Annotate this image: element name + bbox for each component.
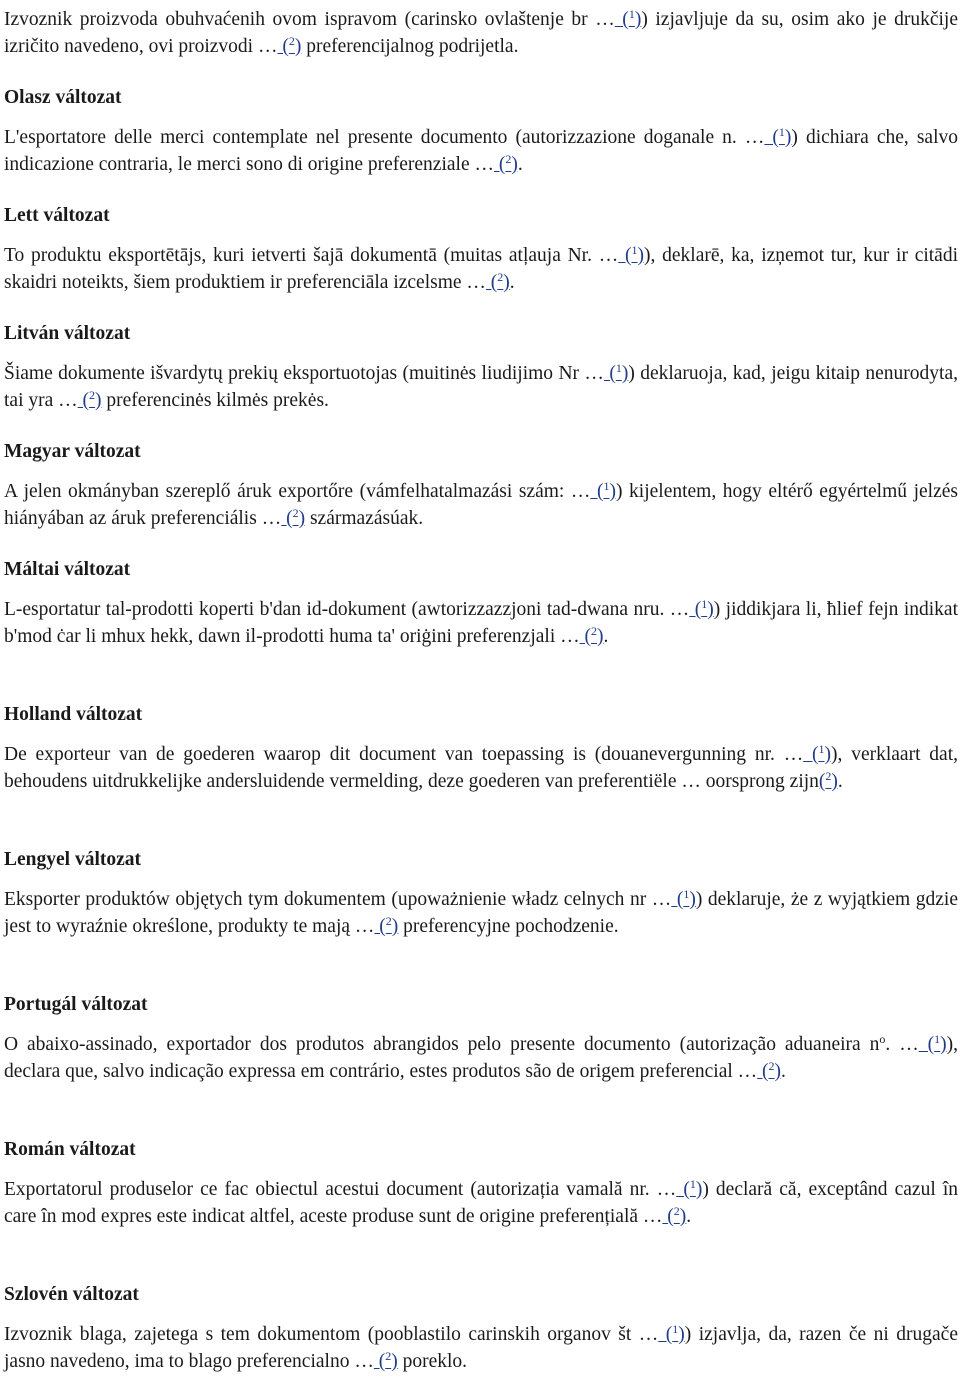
heading-hungarian: Magyar változat: [4, 441, 141, 462]
footnote-ref-1[interactable]: ($^1$): [603, 361, 629, 384]
paragraph-italian: L'esportatore delle merci contemplate nel presente documento (autorizzazione doganale n. … ($^1$)) dichiara che, salvo indicazione contraria, le merci sono di origine preferenziale … ($^2$).: [4, 125, 958, 175]
paragraph-maltese: L-esportatur tal-prodotti koperti b'dan id-dokument (awtorizzazzjoni tad-dwana nru. … ($^1$)) jiddikjara li, ħlief fejn indikat b'mod ċar li mhux hekk, dawn il-prodotti huma ta' oriġini preferenzjali … ($^2$).: [4, 597, 958, 647]
heading-slovenian: Szlovén változat: [4, 1284, 139, 1305]
paragraph-croatian: Izvoznik proizvoda obuhvaćenih ovom ispravom (carinsko ovlaštenje br … ($^1$)) izjavljuje da su, osim ako je drukčije izričito navedeno, ovi proizvodi … ($^2$) preferencijalnog podrijetla.: [4, 7, 959, 57]
paragraph-portuguese: O abaixo-assinado, exportador dos produtos abrangidos pelo presente documento (autorização aduaneira $n^o$. … ($^1$)), declara que, salvo indicação expressa em contrário, estes produtos são de origem preferencial … ($^2$).: [4, 1032, 959, 1082]
footnote-ref-2[interactable]: ($^2$): [77, 388, 102, 411]
paragraph-slovenian: Izvoznik blaga, zajetega s tem dokumentom (pooblastilo carinskih organov št … ($^1$)) izjavlja, da, razen če ni drugače jasno navedeno, ima to blago preferencialno … ($^2$) poreklo.: [4, 1322, 958, 1372]
footnote-ref-2[interactable]: ($^2$): [818, 769, 838, 792]
footnote-ref-2[interactable]: ($^2$): [373, 1349, 398, 1372]
paragraph-latvian: To produktu eksportētājs, kuri ietverti šajā dokumentā (muitas atļauja Nr. … ($^1$)), deklarē, ka, izņemot tur, kur ir citādi skaidri noteikts, šiem produktiem ir preferenciāla izcelsme … ($^2$).: [4, 243, 959, 293]
heading-portuguese: Portugál változat: [4, 994, 148, 1015]
superscript-o: o: [879, 1032, 886, 1046]
paragraph-dutch: De exporteur van de goederen waarop dit document van toepassing is (douanevergunning nr. … ($^1$)), verklaart dat, behoudens uitdrukkelijke andersluidende vermelding, deze goederen van preferentiële … oorsprong zijn($^2$).: [4, 742, 958, 792]
heading-maltese: Máltai változat: [4, 559, 131, 580]
heading-lithuanian: Litván változat: [4, 323, 131, 344]
footnote-ref-2[interactable]: ($^2$): [485, 270, 510, 293]
paragraph-lithuanian: Šiame dokumente išvardytų prekių eksportuotojas (muitinės liudijimo Nr … ($^1$)) deklaruoja, kad, jeigu kitaip nenurodyta, tai yra … ($^2$) preferencinės kilmės prekės.: [4, 361, 958, 411]
footnote-ref-1[interactable]: ($^1$): [671, 887, 696, 910]
footnote-ref-1[interactable]: ($^1$): [658, 1322, 685, 1345]
paragraph-hungarian: A jelen okmányban szereplő áruk exportőre (vámfelhatalmazási szám: … ($^1$)) kijelentem, hogy eltérő egyértelmű jelzés hiányában az áruk preferenciális … ($^2$) származásúak.: [4, 479, 958, 529]
footnote-ref-2[interactable]: ($^2$): [662, 1204, 687, 1227]
footnote-ref-1[interactable]: ($^1$): [764, 125, 792, 148]
heading-dutch: Holland változat: [4, 704, 143, 725]
footnote-ref-1[interactable]: ($^1$): [590, 479, 616, 502]
footnote-ref-1[interactable]: ($^1$): [803, 742, 832, 765]
footnote-ref-2[interactable]: ($^2$): [277, 34, 302, 57]
footnote-ref-1[interactable]: ($^1$): [614, 7, 642, 30]
footnote-ref-1[interactable]: ($^1$): [618, 243, 645, 266]
footnote-ref-1[interactable]: ($^1$): [918, 1032, 947, 1055]
footnote-ref-2[interactable]: ($^2$): [374, 914, 399, 937]
footnote-ref-2[interactable]: ($^2$): [494, 152, 518, 175]
paragraph-polish: Eksporter produktów objętych tym dokumentem (upoważnienie władz celnych nr … ($^1$)) deklaruje, że z wyjątkiem gdzie jest to wyraźnie określone, produkty te mają … ($^2$) preferencyjne pochodzenie.: [4, 887, 958, 937]
heading-romanian: Román változat: [4, 1139, 136, 1160]
heading-italian: Olasz változat: [4, 87, 122, 108]
footnote-ref-2[interactable]: ($^2$): [579, 624, 604, 647]
heading-polish: Lengyel változat: [4, 849, 142, 870]
heading-latvian: Lett változat: [4, 205, 110, 226]
footnote-ref-1[interactable]: ($^1$): [676, 1177, 703, 1200]
footnote-ref-2[interactable]: ($^2$): [757, 1059, 782, 1082]
footnote-ref-2[interactable]: ($^2$): [281, 506, 306, 529]
paragraph-romanian: Exportatorul produselor ce fac obiectul acestui document (autorizația vamală nr. … ($^1$)) declară că, exceptând cazul în care în mod expres este indicat altfel, aceste produse sunt de origine preferențială … ($^2$).: [4, 1177, 958, 1227]
footnote-ref-1[interactable]: ($^1$): [689, 597, 714, 620]
